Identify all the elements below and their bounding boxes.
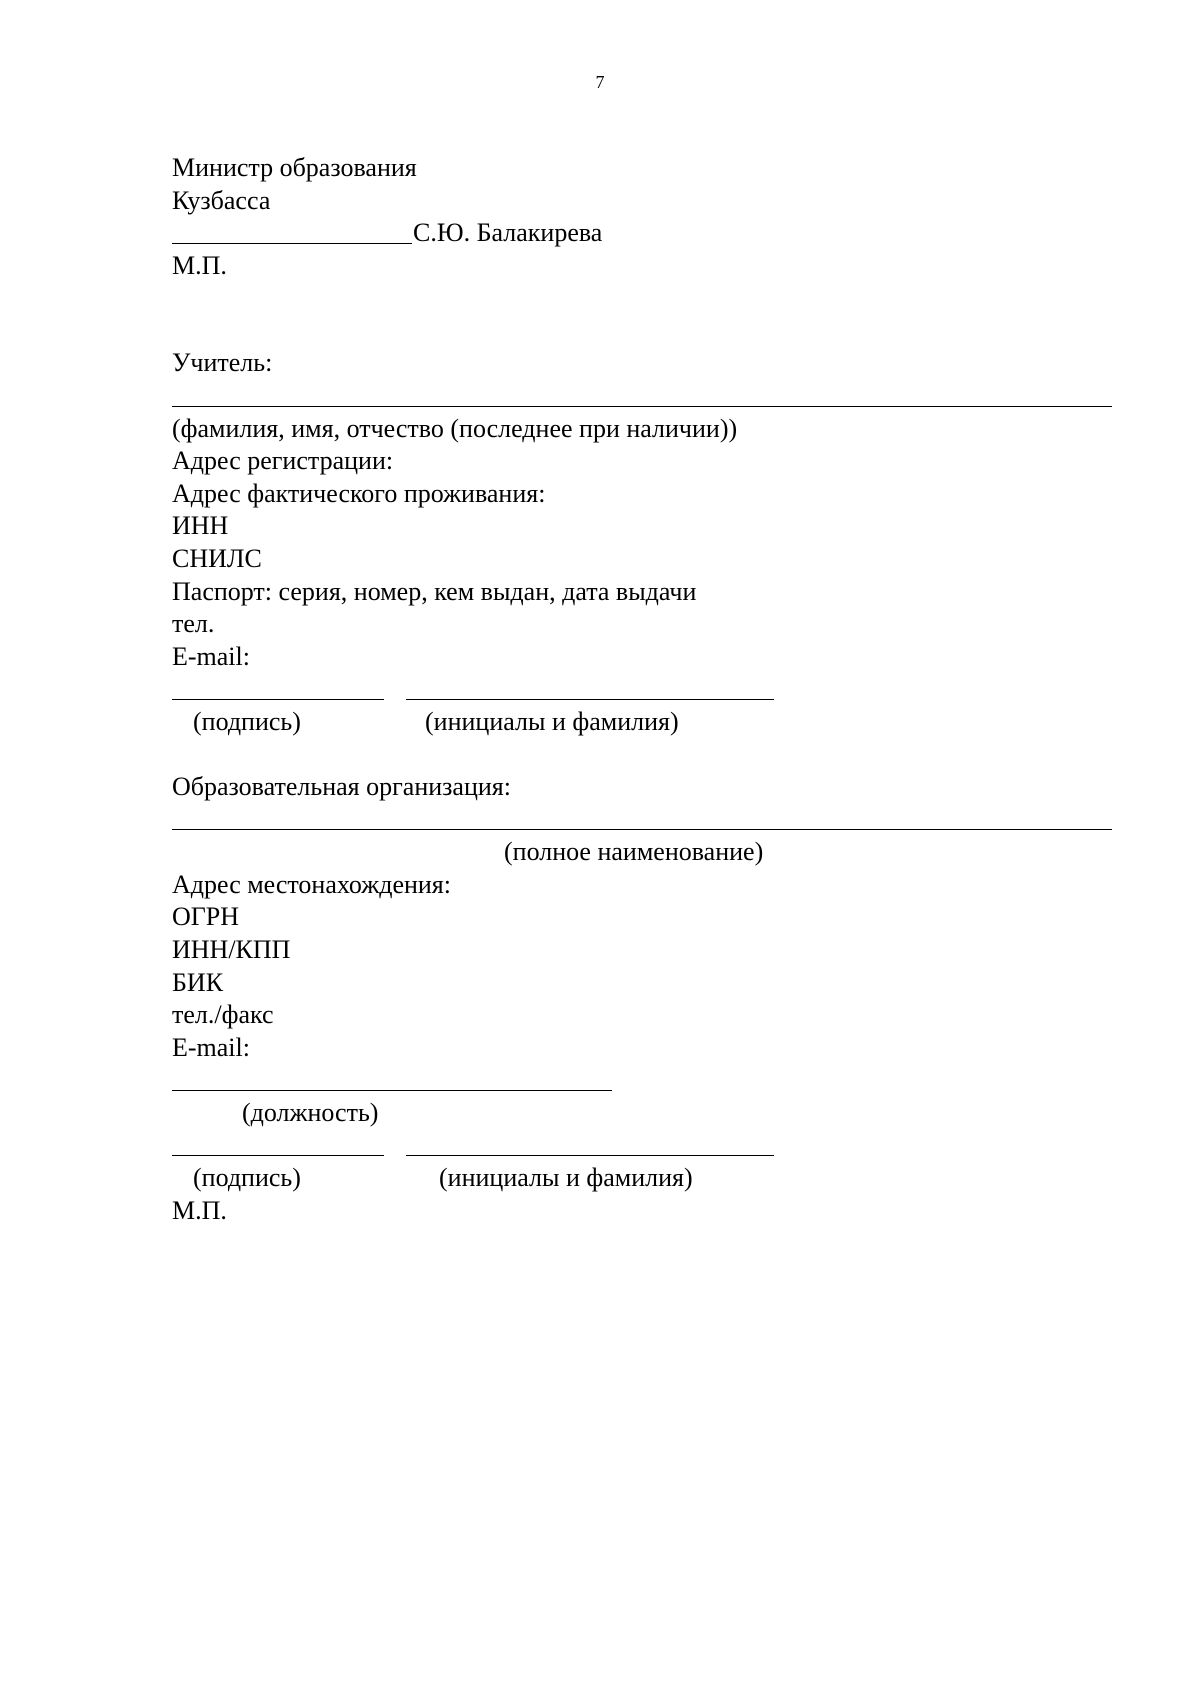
organization-name-rule <box>172 804 1112 837</box>
teacher-field-email: E-mail: <box>172 641 250 671</box>
teacher-field-phone: тел. <box>172 609 215 639</box>
teacher-signature-rule <box>172 699 384 700</box>
page-number: 7 <box>595 72 605 92</box>
teacher-field-inn: ИНН <box>172 511 229 541</box>
organization-heading: Образовательная организация: <box>172 772 511 802</box>
teacher-name-rule <box>172 380 1112 413</box>
organization-signature-row <box>172 1130 1112 1163</box>
organization-field-phone-fax: тел./факс <box>172 1000 274 1030</box>
teacher-initials-rule <box>406 699 774 700</box>
organization-position-caption-row <box>172 1097 1112 1130</box>
teacher-name-caption: (фамилия, имя, отчество (последнее при наличии)) <box>172 413 738 443</box>
teacher-field-passport: Паспорт: серия, номер, кем выдан, дата выдачи <box>172 576 697 606</box>
minister-signature-line <box>172 217 1112 250</box>
teacher-signature-captions <box>172 706 1112 739</box>
minister-title-line1: Министр образования <box>172 153 417 182</box>
organization-initials-rule <box>406 1155 774 1156</box>
organization-field-address: Адрес местонахождения: <box>172 869 451 899</box>
minister-title-line2: Кузбасса <box>172 185 271 215</box>
teacher-initials-caption: (инициалы и фамилия) <box>425 706 679 736</box>
organization-field-email: E-mail: <box>172 1032 250 1062</box>
organization-signature-captions <box>172 1162 1112 1195</box>
organization-signature-rule <box>172 1155 384 1156</box>
organization-stamp: М.П. <box>172 1195 227 1225</box>
teacher-heading: Учитель: <box>172 348 273 378</box>
teacher-field-actual-address: Адрес фактического проживания: <box>172 478 546 508</box>
organization-field-ogrn: ОГРН <box>172 902 240 932</box>
organization-field-inn-kpp: ИНН/КПП <box>172 935 291 965</box>
teacher-signature-caption: (подпись) <box>193 706 301 736</box>
organization-position-rule <box>172 1090 612 1091</box>
organization-field-bik: БИК <box>172 967 224 997</box>
teacher-field-registration-address: Адрес регистрации: <box>172 446 394 476</box>
organization-initials-caption: (инициалы и фамилия) <box>439 1163 693 1193</box>
teacher-signature-row <box>172 673 1112 706</box>
document-body <box>172 152 1112 1227</box>
organization-position-row <box>172 1064 1112 1097</box>
organization-name-caption-row <box>172 836 1112 869</box>
organization-position-caption: (должность) <box>242 1098 379 1128</box>
minister-signature-rule <box>172 243 412 244</box>
organization-name-caption: (полное наименование) <box>504 837 764 867</box>
teacher-field-snils: СНИЛС <box>172 543 262 573</box>
organization-signature-caption: (подпись) <box>193 1163 301 1193</box>
minister-stamp: М.П. <box>172 250 227 280</box>
minister-name: С.Ю. Балакирева <box>413 218 603 248</box>
